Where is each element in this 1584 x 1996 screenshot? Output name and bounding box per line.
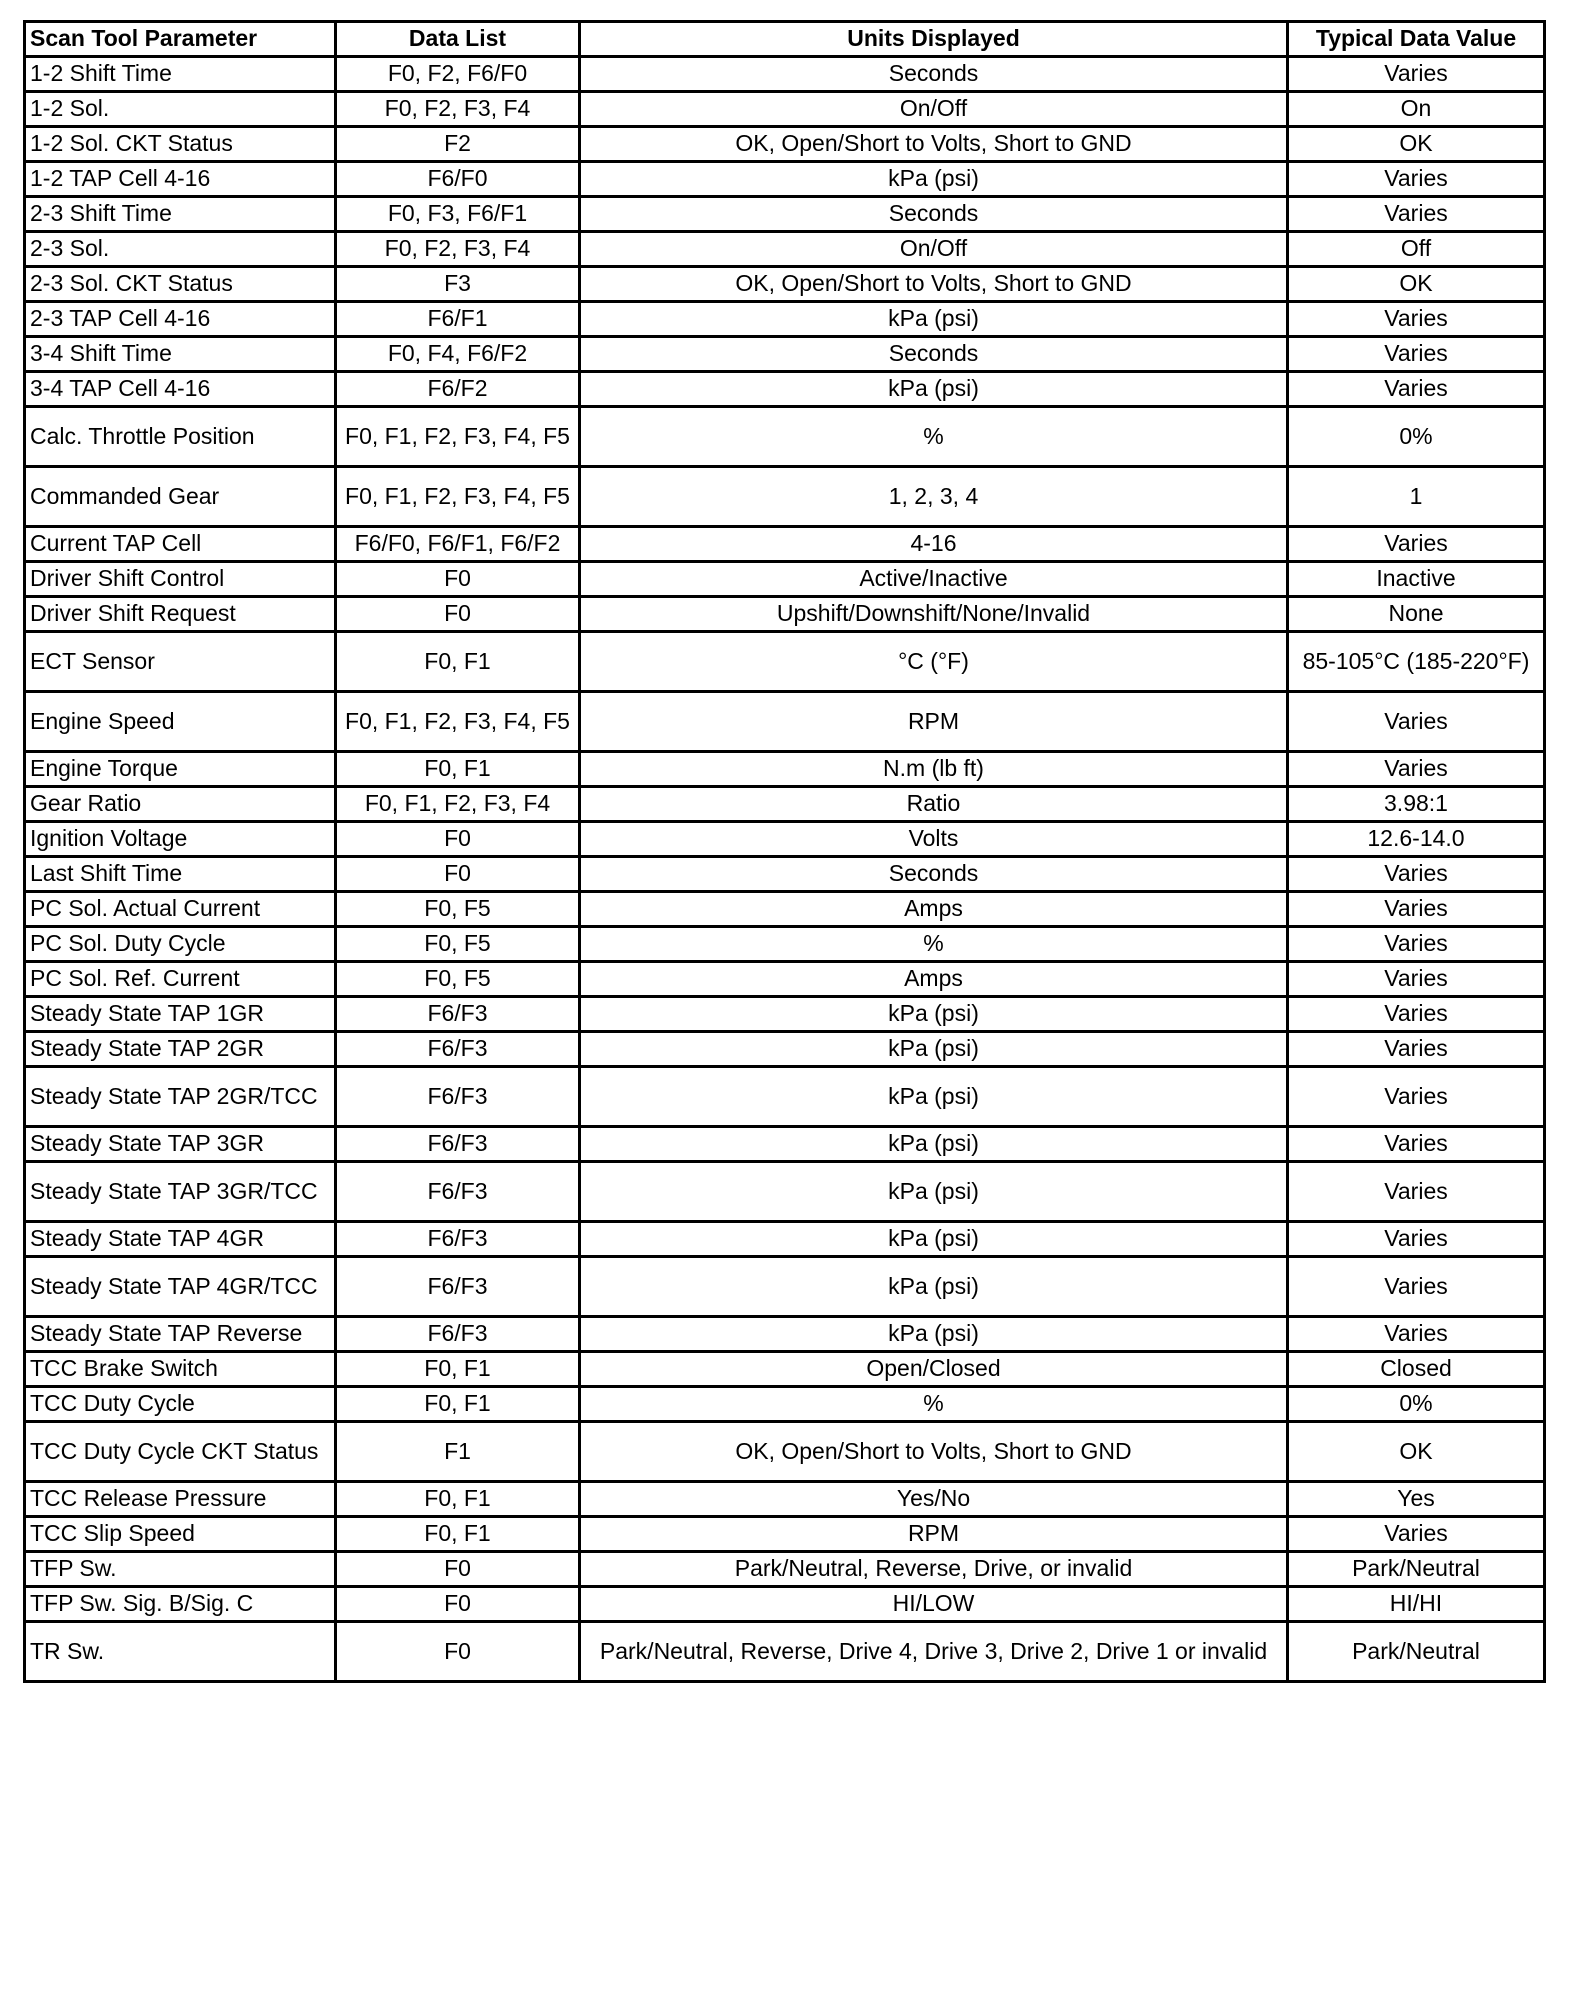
parameter-cell: 2-3 Sol. bbox=[25, 232, 336, 267]
parameter-cell: TCC Brake Switch bbox=[25, 1352, 336, 1387]
typical-value-cell: Park/Neutral bbox=[1288, 1622, 1545, 1682]
parameter-cell: 3-4 TAP Cell 4-16 bbox=[25, 372, 336, 407]
data-list-cell: F0, F1, F2, F3, F4, F5 bbox=[336, 467, 580, 527]
table-row bbox=[25, 692, 1545, 752]
data-list-cell: F2 bbox=[336, 127, 580, 162]
table-row bbox=[25, 597, 1545, 632]
parameter-cell: 1-2 Shift Time bbox=[25, 57, 336, 92]
units-cell: Seconds bbox=[580, 197, 1288, 232]
data-list-cell: F6/F3 bbox=[336, 1222, 580, 1257]
parameter-cell: Steady State TAP 3GR/TCC bbox=[25, 1162, 336, 1222]
units-cell: RPM bbox=[580, 1517, 1288, 1552]
typical-value-cell: HI/HI bbox=[1288, 1587, 1545, 1622]
table-row bbox=[25, 562, 1545, 597]
table-row bbox=[25, 1032, 1545, 1067]
typical-value-cell: 3.98:1 bbox=[1288, 787, 1545, 822]
units-cell: Park/Neutral, Reverse, Drive, or invalid bbox=[580, 1552, 1288, 1587]
typical-value-cell: Varies bbox=[1288, 1257, 1545, 1317]
data-list-cell: F0, F1 bbox=[336, 1517, 580, 1552]
scan-tool-data-table bbox=[23, 20, 1546, 1683]
units-cell: Upshift/Downshift/None/Invalid bbox=[580, 597, 1288, 632]
data-list-cell: F0, F3, F6/F1 bbox=[336, 197, 580, 232]
typical-value-cell: Varies bbox=[1288, 692, 1545, 752]
parameter-cell: ECT Sensor bbox=[25, 632, 336, 692]
typical-value-cell: 0% bbox=[1288, 1387, 1545, 1422]
units-cell: Yes/No bbox=[580, 1482, 1288, 1517]
data-list-cell: F0, F5 bbox=[336, 892, 580, 927]
parameter-cell: Steady State TAP Reverse bbox=[25, 1317, 336, 1352]
data-list-cell: F6/F2 bbox=[336, 372, 580, 407]
units-cell: kPa (psi) bbox=[580, 1222, 1288, 1257]
table-row bbox=[25, 57, 1545, 92]
units-cell: Amps bbox=[580, 892, 1288, 927]
typical-value-cell: Varies bbox=[1288, 962, 1545, 997]
units-cell: kPa (psi) bbox=[580, 302, 1288, 337]
parameter-cell: Engine Speed bbox=[25, 692, 336, 752]
data-list-cell: F0, F1 bbox=[336, 1482, 580, 1517]
units-cell: kPa (psi) bbox=[580, 1257, 1288, 1317]
units-cell: % bbox=[580, 927, 1288, 962]
typical-value-cell: Varies bbox=[1288, 162, 1545, 197]
units-cell: RPM bbox=[580, 692, 1288, 752]
typical-value-cell: Varies bbox=[1288, 302, 1545, 337]
data-list-cell: F0, F1 bbox=[336, 1352, 580, 1387]
typical-value-cell: Varies bbox=[1288, 1162, 1545, 1222]
data-list-cell: F6/F0 bbox=[336, 162, 580, 197]
typical-value-cell: None bbox=[1288, 597, 1545, 632]
table-row bbox=[25, 927, 1545, 962]
units-cell: OK, Open/Short to Volts, Short to GND bbox=[580, 127, 1288, 162]
units-cell: kPa (psi) bbox=[580, 372, 1288, 407]
units-cell: kPa (psi) bbox=[580, 1127, 1288, 1162]
parameter-cell: Driver Shift Control bbox=[25, 562, 336, 597]
units-cell: Volts bbox=[580, 822, 1288, 857]
units-cell: 4-16 bbox=[580, 527, 1288, 562]
parameter-cell: 1-2 TAP Cell 4-16 bbox=[25, 162, 336, 197]
table-row bbox=[25, 372, 1545, 407]
header-data-list: Data List bbox=[336, 22, 580, 57]
parameter-cell: 2-3 TAP Cell 4-16 bbox=[25, 302, 336, 337]
parameter-cell: PC Sol. Ref. Current bbox=[25, 962, 336, 997]
data-list-cell: F0 bbox=[336, 1552, 580, 1587]
parameter-cell: Calc. Throttle Position bbox=[25, 407, 336, 467]
units-cell: On/Off bbox=[580, 92, 1288, 127]
parameter-cell: Driver Shift Request bbox=[25, 597, 336, 632]
units-cell: 1, 2, 3, 4 bbox=[580, 467, 1288, 527]
parameter-cell: 3-4 Shift Time bbox=[25, 337, 336, 372]
parameter-cell: TR Sw. bbox=[25, 1622, 336, 1682]
data-list-cell: F1 bbox=[336, 1422, 580, 1482]
typical-value-cell: Varies bbox=[1288, 1127, 1545, 1162]
data-list-cell: F0, F1, F2, F3, F4, F5 bbox=[336, 692, 580, 752]
data-list-cell: F6/F3 bbox=[336, 1067, 580, 1127]
table-row bbox=[25, 752, 1545, 787]
table-row bbox=[25, 232, 1545, 267]
data-list-cell: F0 bbox=[336, 562, 580, 597]
table-row bbox=[25, 1517, 1545, 1552]
data-list-cell: F6/F3 bbox=[336, 1317, 580, 1352]
typical-value-cell: Off bbox=[1288, 232, 1545, 267]
data-list-cell: F3 bbox=[336, 267, 580, 302]
units-cell: Seconds bbox=[580, 337, 1288, 372]
table-row bbox=[25, 337, 1545, 372]
parameter-cell: Steady State TAP 1GR bbox=[25, 997, 336, 1032]
units-cell: kPa (psi) bbox=[580, 1162, 1288, 1222]
units-cell: kPa (psi) bbox=[580, 997, 1288, 1032]
parameter-cell: Gear Ratio bbox=[25, 787, 336, 822]
table-row bbox=[25, 1257, 1545, 1317]
typical-value-cell: Closed bbox=[1288, 1352, 1545, 1387]
table-row bbox=[25, 1387, 1545, 1422]
units-cell: % bbox=[580, 407, 1288, 467]
table-row bbox=[25, 1622, 1545, 1682]
units-cell: OK, Open/Short to Volts, Short to GND bbox=[580, 1422, 1288, 1482]
units-cell: Amps bbox=[580, 962, 1288, 997]
parameter-cell: TCC Duty Cycle CKT Status bbox=[25, 1422, 336, 1482]
data-list-cell: F6/F3 bbox=[336, 997, 580, 1032]
typical-value-cell: Varies bbox=[1288, 1067, 1545, 1127]
data-list-cell: F0, F1 bbox=[336, 1387, 580, 1422]
data-list-cell: F0 bbox=[336, 597, 580, 632]
table-row bbox=[25, 1067, 1545, 1127]
data-list-cell: F0 bbox=[336, 857, 580, 892]
table-row bbox=[25, 127, 1545, 162]
parameter-cell: Steady State TAP 3GR bbox=[25, 1127, 336, 1162]
typical-value-cell: Varies bbox=[1288, 1517, 1545, 1552]
table-row bbox=[25, 632, 1545, 692]
typical-value-cell: OK bbox=[1288, 1422, 1545, 1482]
units-cell: Park/Neutral, Reverse, Drive 4, Drive 3, Drive 2, Drive 1 or invalid bbox=[580, 1622, 1288, 1682]
typical-value-cell: Park/Neutral bbox=[1288, 1552, 1545, 1587]
table-row bbox=[25, 997, 1545, 1032]
data-list-cell: F0, F5 bbox=[336, 927, 580, 962]
units-cell: % bbox=[580, 1387, 1288, 1422]
header-units-displayed: Units Displayed bbox=[580, 22, 1288, 57]
table-row bbox=[25, 302, 1545, 337]
parameter-cell: TFP Sw. bbox=[25, 1552, 336, 1587]
typical-value-cell: Varies bbox=[1288, 1032, 1545, 1067]
data-list-cell: F0, F1 bbox=[336, 752, 580, 787]
typical-value-cell: Inactive bbox=[1288, 562, 1545, 597]
parameter-cell: TFP Sw. Sig. B/Sig. C bbox=[25, 1587, 336, 1622]
parameter-cell: Ignition Voltage bbox=[25, 822, 336, 857]
parameter-cell: Last Shift Time bbox=[25, 857, 336, 892]
units-cell: On/Off bbox=[580, 232, 1288, 267]
units-cell: HI/LOW bbox=[580, 1587, 1288, 1622]
units-cell: kPa (psi) bbox=[580, 1317, 1288, 1352]
typical-value-cell: Varies bbox=[1288, 1317, 1545, 1352]
parameter-cell: Steady State TAP 4GR bbox=[25, 1222, 336, 1257]
table-body bbox=[25, 57, 1545, 1682]
data-list-cell: F0 bbox=[336, 1622, 580, 1682]
data-list-cell: F6/F1 bbox=[336, 302, 580, 337]
table-row bbox=[25, 822, 1545, 857]
typical-value-cell: 0% bbox=[1288, 407, 1545, 467]
data-list-cell: F0, F5 bbox=[336, 962, 580, 997]
typical-value-cell: 85-105°C (185-220°F) bbox=[1288, 632, 1545, 692]
table-row bbox=[25, 1352, 1545, 1387]
data-list-cell: F0, F2, F3, F4 bbox=[336, 92, 580, 127]
data-list-cell: F6/F3 bbox=[336, 1032, 580, 1067]
data-list-cell: F6/F3 bbox=[336, 1127, 580, 1162]
parameter-cell: PC Sol. Duty Cycle bbox=[25, 927, 336, 962]
data-list-cell: F6/F3 bbox=[336, 1257, 580, 1317]
table-row bbox=[25, 962, 1545, 997]
typical-value-cell: Varies bbox=[1288, 527, 1545, 562]
typical-value-cell: Yes bbox=[1288, 1482, 1545, 1517]
table-row bbox=[25, 267, 1545, 302]
parameter-cell: 2-3 Shift Time bbox=[25, 197, 336, 232]
table-row bbox=[25, 407, 1545, 467]
parameter-cell: 1-2 Sol. bbox=[25, 92, 336, 127]
typical-value-cell: Varies bbox=[1288, 57, 1545, 92]
parameter-cell: Engine Torque bbox=[25, 752, 336, 787]
table-row bbox=[25, 197, 1545, 232]
typical-value-cell: On bbox=[1288, 92, 1545, 127]
units-cell: Seconds bbox=[580, 857, 1288, 892]
table-row bbox=[25, 1422, 1545, 1482]
parameter-cell: 1-2 Sol. CKT Status bbox=[25, 127, 336, 162]
data-list-cell: F0, F2, F3, F4 bbox=[336, 232, 580, 267]
parameter-cell: Steady State TAP 2GR/TCC bbox=[25, 1067, 336, 1127]
typical-value-cell: Varies bbox=[1288, 892, 1545, 927]
units-cell: °C (°F) bbox=[580, 632, 1288, 692]
table-row bbox=[25, 787, 1545, 822]
typical-value-cell: Varies bbox=[1288, 337, 1545, 372]
table-row bbox=[25, 467, 1545, 527]
table-row bbox=[25, 1587, 1545, 1622]
table-row bbox=[25, 1482, 1545, 1517]
typical-value-cell: Varies bbox=[1288, 997, 1545, 1032]
table-row bbox=[25, 1222, 1545, 1257]
typical-value-cell: 12.6-14.0 bbox=[1288, 822, 1545, 857]
parameter-cell: Current TAP Cell bbox=[25, 527, 336, 562]
units-cell: Seconds bbox=[580, 57, 1288, 92]
data-list-cell: F0, F2, F6/F0 bbox=[336, 57, 580, 92]
parameter-cell: 2-3 Sol. CKT Status bbox=[25, 267, 336, 302]
data-list-cell: F0, F1, F2, F3, F4, F5 bbox=[336, 407, 580, 467]
parameter-cell: TCC Slip Speed bbox=[25, 1517, 336, 1552]
typical-value-cell: Varies bbox=[1288, 927, 1545, 962]
data-list-cell: F0, F4, F6/F2 bbox=[336, 337, 580, 372]
data-list-cell: F0 bbox=[336, 822, 580, 857]
data-list-cell: F0, F1 bbox=[336, 632, 580, 692]
table-row bbox=[25, 1317, 1545, 1352]
parameter-cell: PC Sol. Actual Current bbox=[25, 892, 336, 927]
typical-value-cell: 1 bbox=[1288, 467, 1545, 527]
units-cell: Open/Closed bbox=[580, 1352, 1288, 1387]
table-row bbox=[25, 1162, 1545, 1222]
parameter-cell: Steady State TAP 4GR/TCC bbox=[25, 1257, 336, 1317]
units-cell: N.m (lb ft) bbox=[580, 752, 1288, 787]
table-row bbox=[25, 892, 1545, 927]
parameter-cell: Steady State TAP 2GR bbox=[25, 1032, 336, 1067]
typical-value-cell: Varies bbox=[1288, 857, 1545, 892]
parameter-cell: Commanded Gear bbox=[25, 467, 336, 527]
header-typical-data-value: Typical Data Value bbox=[1288, 22, 1545, 57]
units-cell: OK, Open/Short to Volts, Short to GND bbox=[580, 267, 1288, 302]
header-scan-tool-parameter: Scan Tool Parameter bbox=[25, 22, 336, 57]
table-row bbox=[25, 527, 1545, 562]
typical-value-cell: OK bbox=[1288, 267, 1545, 302]
typical-value-cell: Varies bbox=[1288, 1222, 1545, 1257]
data-list-cell: F0, F1, F2, F3, F4 bbox=[336, 787, 580, 822]
units-cell: Active/Inactive bbox=[580, 562, 1288, 597]
header-row bbox=[25, 22, 1545, 57]
units-cell: Ratio bbox=[580, 787, 1288, 822]
table-row bbox=[25, 162, 1545, 197]
units-cell: kPa (psi) bbox=[580, 1067, 1288, 1127]
table-row bbox=[25, 857, 1545, 892]
typical-value-cell: Varies bbox=[1288, 197, 1545, 232]
typical-value-cell: OK bbox=[1288, 127, 1545, 162]
parameter-cell: TCC Duty Cycle bbox=[25, 1387, 336, 1422]
typical-value-cell: Varies bbox=[1288, 372, 1545, 407]
data-list-cell: F6/F0, F6/F1, F6/F2 bbox=[336, 527, 580, 562]
table-row bbox=[25, 1552, 1545, 1587]
parameter-cell: TCC Release Pressure bbox=[25, 1482, 336, 1517]
data-list-cell: F0 bbox=[336, 1587, 580, 1622]
table-row bbox=[25, 1127, 1545, 1162]
typical-value-cell: Varies bbox=[1288, 752, 1545, 787]
units-cell: kPa (psi) bbox=[580, 162, 1288, 197]
units-cell: kPa (psi) bbox=[580, 1032, 1288, 1067]
table-row bbox=[25, 92, 1545, 127]
data-list-cell: F6/F3 bbox=[336, 1162, 580, 1222]
